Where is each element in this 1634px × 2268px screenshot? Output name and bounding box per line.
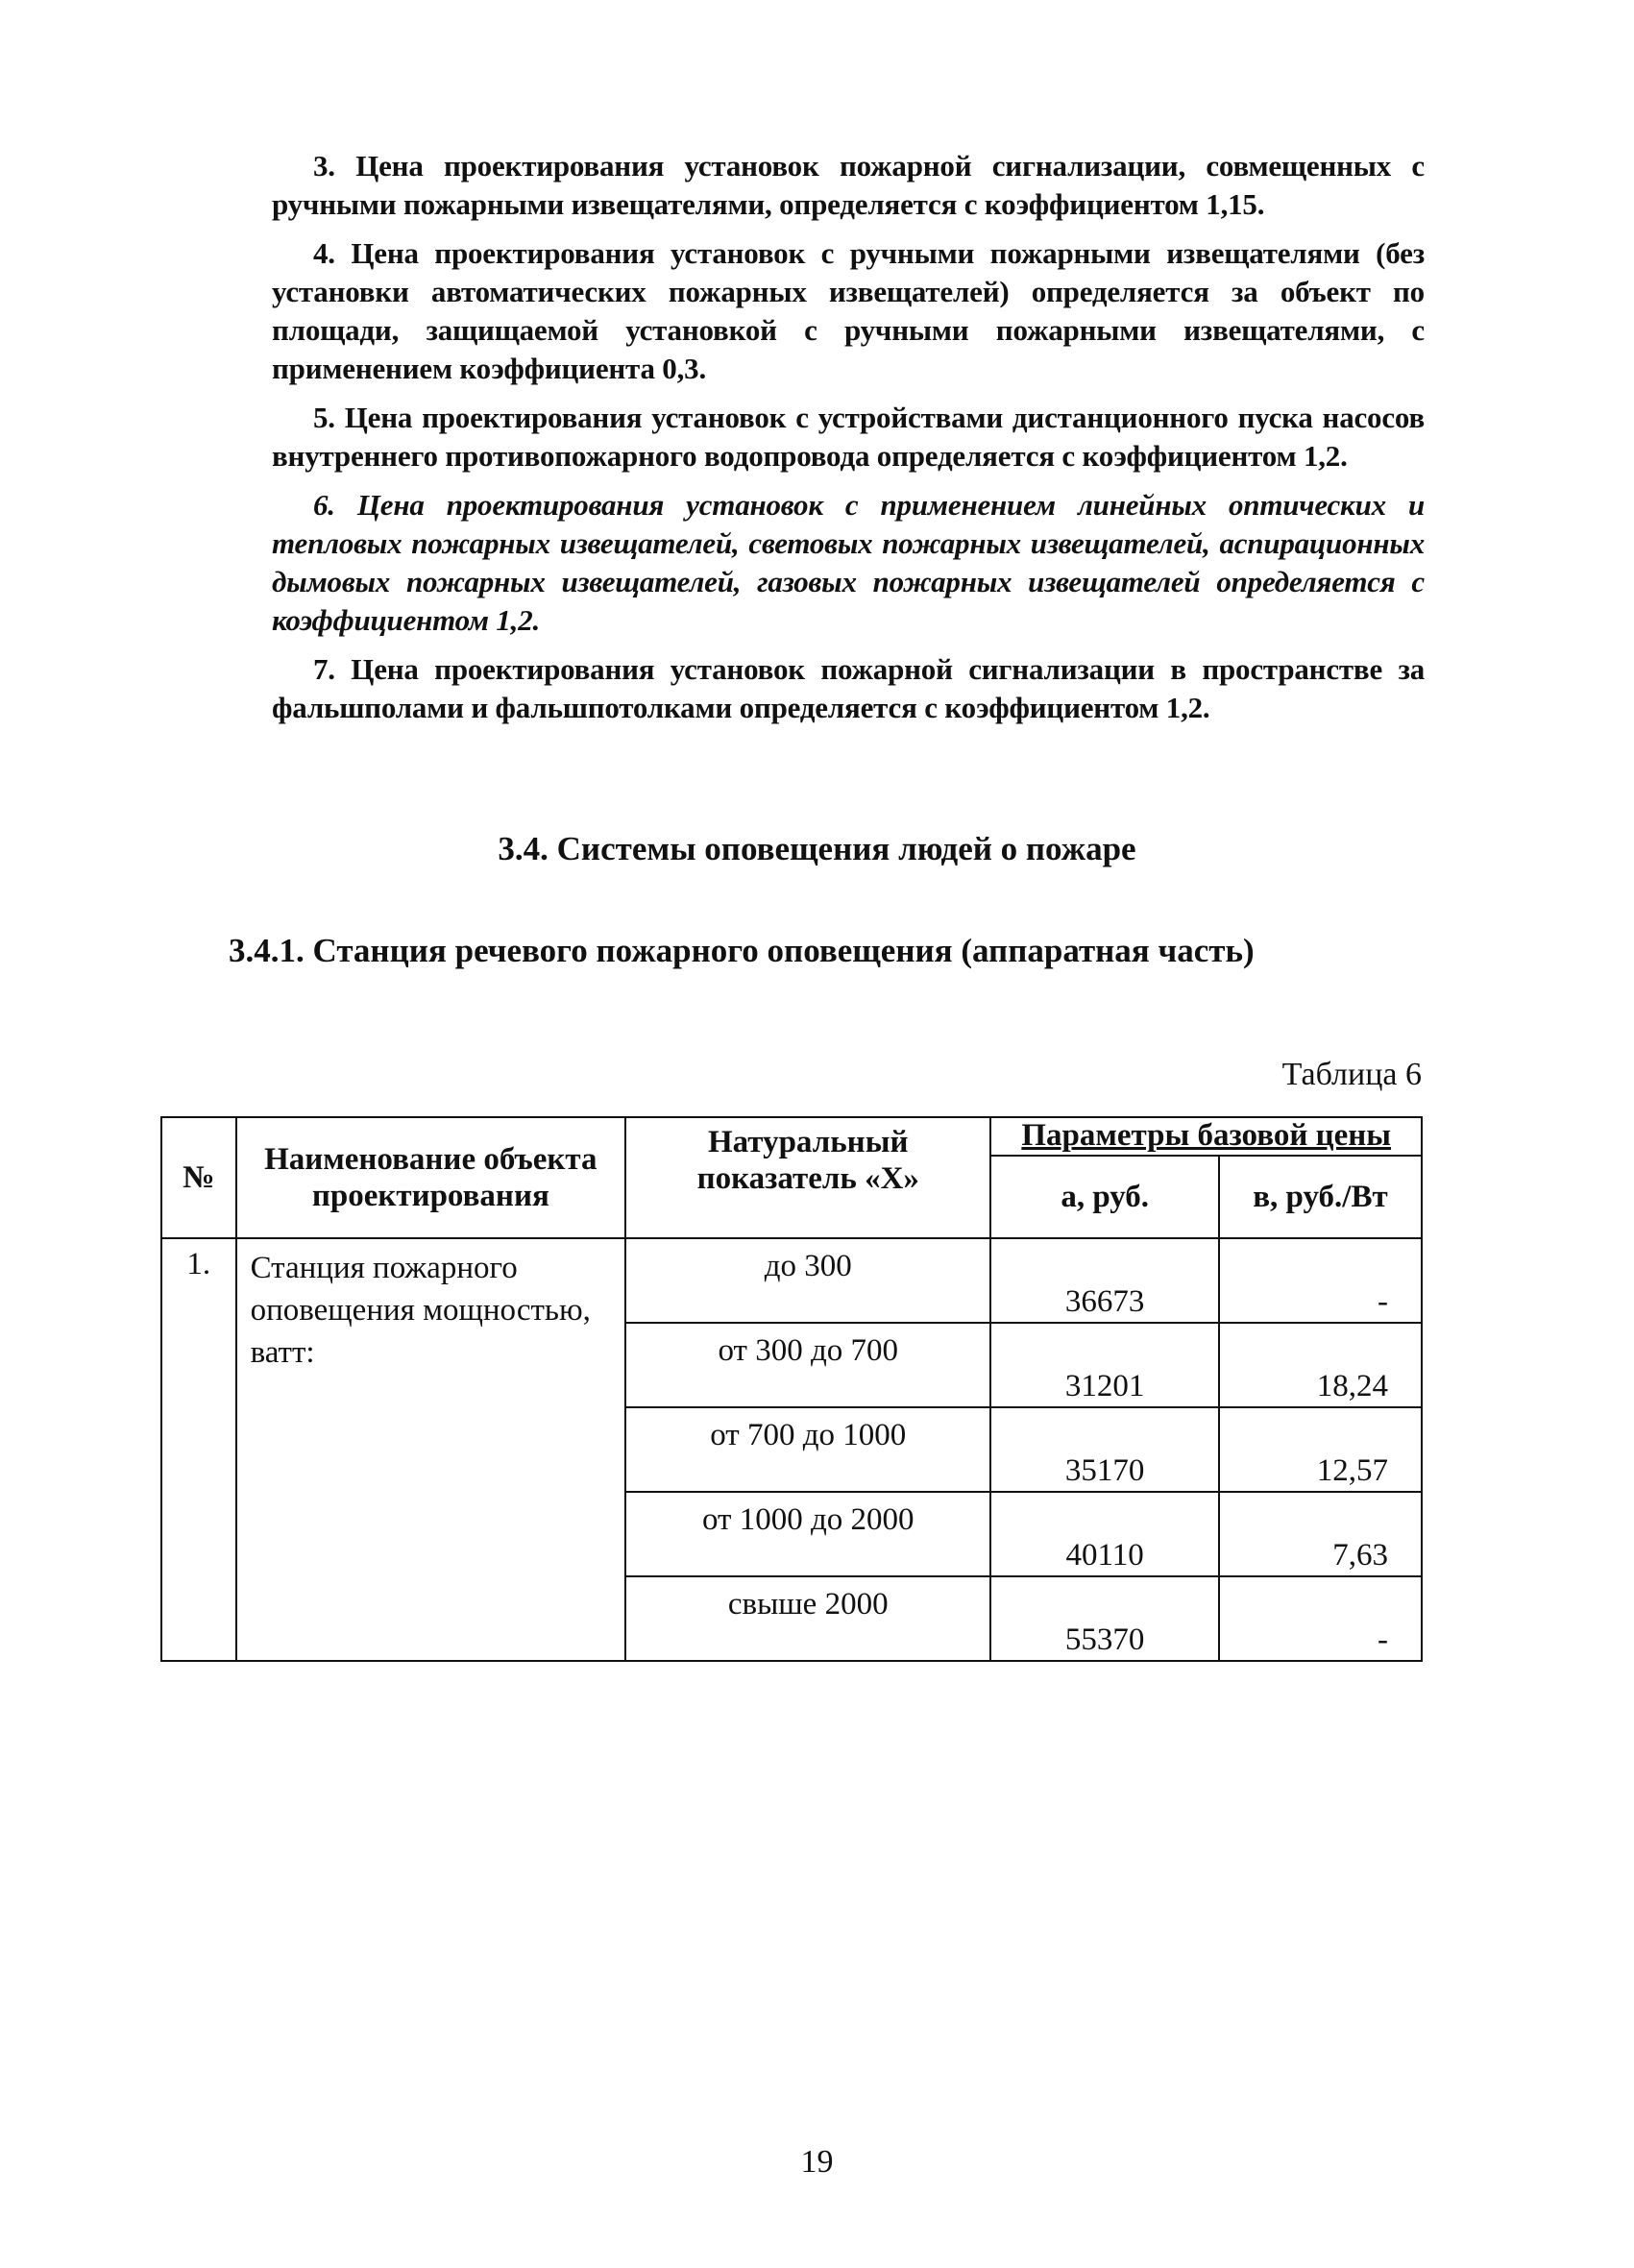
table-caption: Таблица 6 [1281, 1057, 1422, 1092]
b-value-cell: 18,24 [1219, 1323, 1422, 1407]
header-indicator: Натуральный показатель «X» [625, 1117, 990, 1238]
indicator-cell: от 700 до 1000 [625, 1407, 990, 1492]
a-value-cell: 55370 [990, 1576, 1219, 1661]
paragraph-4: 4. Цена проектирования установок с ручными пожарными извещателями (без установки автоматических пожарных извещателей) определяется за объект по площади, защищаемой установкой с ручными пожарными извещателями, с применением коэффициента 0,3. [272, 236, 1425, 385]
indicator-cell: от 1000 до 2000 [625, 1492, 990, 1576]
a-value-cell: 31201 [990, 1323, 1219, 1407]
a-value-cell: 40110 [990, 1492, 1219, 1576]
header-a-rub: а, руб. [990, 1156, 1219, 1238]
subsection-title: 3.4.1. Станция речевого пожарного оповещения (аппаратная часть) [229, 932, 1255, 969]
paragraph-7: 7. Цена проектирования установок пожарной сигнализации в пространстве за фальшполами и фальшпотолками определяется с коэффициентом 1,2. [272, 652, 1425, 724]
row-object-name: Станция пожарного оповещения мощностью, ватт: [236, 1238, 625, 1661]
a-value-cell: 35170 [990, 1407, 1219, 1492]
header-number: № [161, 1117, 236, 1238]
indicator-cell: до 300 [625, 1238, 990, 1323]
b-value-cell: - [1219, 1238, 1422, 1323]
header-b-rub-per-watt: в, руб./Вт [1219, 1156, 1422, 1238]
a-value-cell: 36673 [990, 1238, 1219, 1323]
section-title: 3.4. Системы оповещения людей о пожаре [498, 830, 1136, 867]
indicator-cell: свыше 2000 [625, 1576, 990, 1661]
b-value-cell: 12,57 [1219, 1407, 1422, 1492]
b-value-cell: - [1219, 1576, 1422, 1661]
header-base-price-params-label: Параметры базовой цены [1021, 1118, 1392, 1153]
b-value-cell: 7,63 [1219, 1492, 1422, 1576]
paragraph-6: 6. Цена проектирования установок с применением линейных оптических и тепловых пожарных извещателей, световых пожарных извещателей, аспирационных дымовых пожарных извещателей, газовых пожарных извещателей определяется с коэффициентом 1,2. [272, 488, 1425, 637]
paragraphs-block [272, 147, 1425, 738]
header-base-price-params [990, 1117, 1422, 1156]
paragraph-3: 3. Цена проектирования установок пожарной сигнализации, совмещенных с ручными пожарными извещателями, определяется с коэффициентом 1,15. [272, 149, 1425, 221]
paragraph-5: 5. Цена проектирования установок с устройствами дистанционного пуска насосов внутреннего противопожарного водопровода определяется с коэффициентом 1,2. [272, 401, 1425, 473]
indicator-cell: от 300 до 700 [625, 1323, 990, 1407]
header-object-name: Наименование объекта проектирования [236, 1117, 625, 1238]
row-number: 1. [161, 1238, 236, 1661]
table-row [161, 1238, 1422, 1323]
price-table [160, 1116, 1423, 1662]
page-number: 19 [800, 2144, 834, 2180]
table-header-row [161, 1117, 1422, 1156]
